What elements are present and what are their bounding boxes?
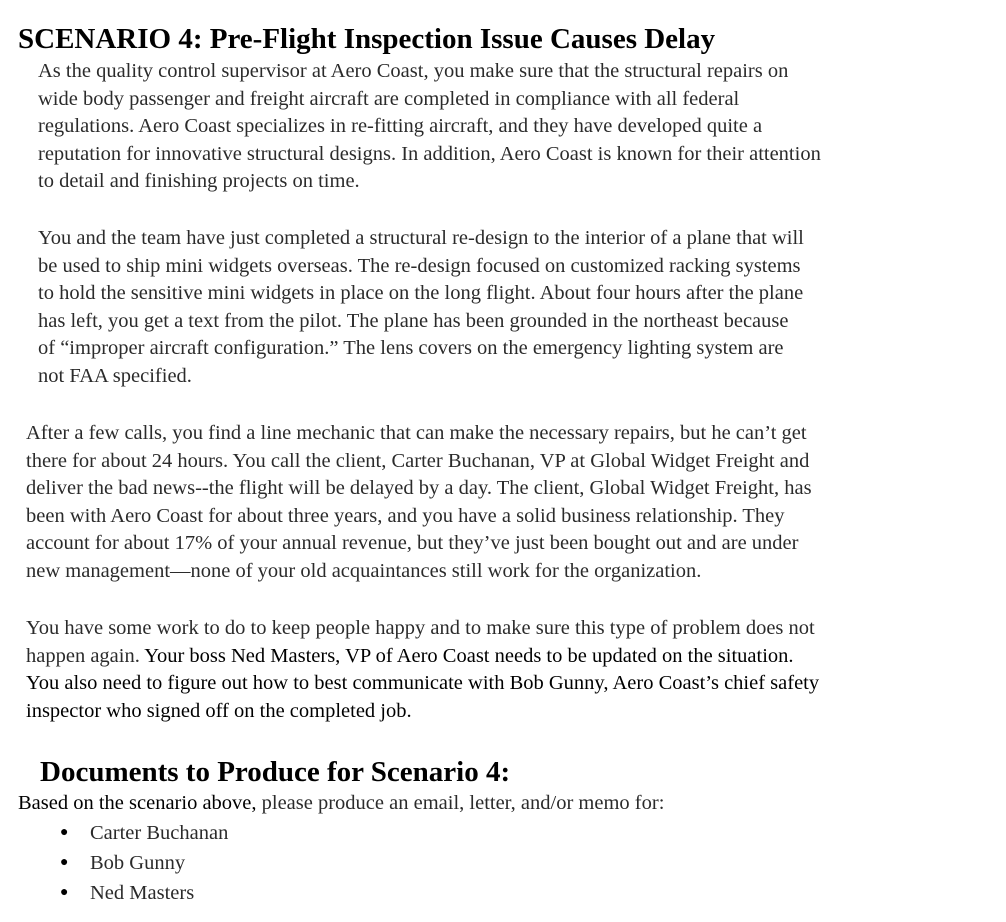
text-line: wide body passenger and freight aircraft are completed in compliance with all federal <box>38 87 740 110</box>
text-line: regulations. Aero Coast specializes in re-fitting aircraft, and they have developed quite a <box>38 115 763 137</box>
intro-end: please produce an email, letter, and/or memo for: <box>256 792 665 814</box>
text-line: reputation for innovative structural designs. In addition, Aero Coast is known for their attention <box>38 142 821 165</box>
text-line: You also need to figure out how to best communicate with Bob Gunny, Aero Coast’s chief safety <box>26 672 820 694</box>
text-line: be used to ship mini widgets overseas. The re-design focused on customized racking systems <box>38 254 801 277</box>
text-line: You have some work to do to keep people happy and to make sure this type of problem does not <box>26 617 815 639</box>
text-segment: happen again. <box>26 644 145 667</box>
text-line: deliver the bad news--the flight will be delayed by a day. The client, Global Widget Freight, has <box>26 477 812 499</box>
text-line: new management—none of your old acquaintances still work for the organization. <box>26 559 702 582</box>
scenario-title: SCENARIO 4: Pre-Flight Inspection Issue Causes Delay <box>18 23 716 55</box>
paragraph-client-impact <box>26 420 812 585</box>
intro-start: Based on the scenario above, <box>18 792 257 814</box>
text-line: there for about 24 hours. You call the client, Carter Buchanan, VP at Global Widget Freight and <box>26 449 810 472</box>
documents-intro <box>18 790 664 817</box>
recipient-name: Ned Masters <box>90 882 195 904</box>
text-line: inspector who signed off on the completed job. <box>26 699 412 722</box>
recipient-name: Carter Buchanan <box>90 822 229 844</box>
bullet-icon: ● <box>60 885 69 900</box>
text-line: After a few calls, you find a line mechanic that can make the necessary repairs, but he can’t get <box>26 422 807 444</box>
documents-heading: Documents to Produce for Scenario 4: <box>40 756 511 788</box>
text-segment-emphasis: Your boss Ned Masters, VP of Aero Coast needs to be updated on the situation. <box>144 644 794 667</box>
paragraph-next-steps <box>26 615 819 725</box>
text-line: You and the team have just completed a structural re-design to the interior of a plane that will <box>38 227 804 249</box>
text-line: been with Aero Coast for about three years, and you have a solid business relationship. They <box>26 504 785 527</box>
paragraph-incident <box>38 225 804 390</box>
paragraph-role-intro <box>38 58 821 196</box>
text-line: of “improper aircraft configuration.” The lens covers on the emergency lighting system are <box>38 337 784 359</box>
text-line: account for about 17% of your annual revenue, but they’ve just been bought out and are under <box>26 532 799 554</box>
text-line: to detail and finishing projects on time. <box>38 170 360 192</box>
recipient-name: Bob Gunny <box>90 852 186 874</box>
text-line: has left, you get a text from the pilot. The plane has been grounded in the northeast because <box>38 309 789 332</box>
bullet-icon: ● <box>60 825 69 840</box>
text-line: As the quality control supervisor at Aero Coast, you make sure that the structural repairs on <box>38 60 789 82</box>
text-line <box>26 643 819 671</box>
bullet-icon: ● <box>60 855 69 870</box>
text-line: to hold the sensitive mini widgets in place on the long flight. About four hours after the plane <box>38 282 804 304</box>
text-line: not FAA specified. <box>38 364 192 387</box>
